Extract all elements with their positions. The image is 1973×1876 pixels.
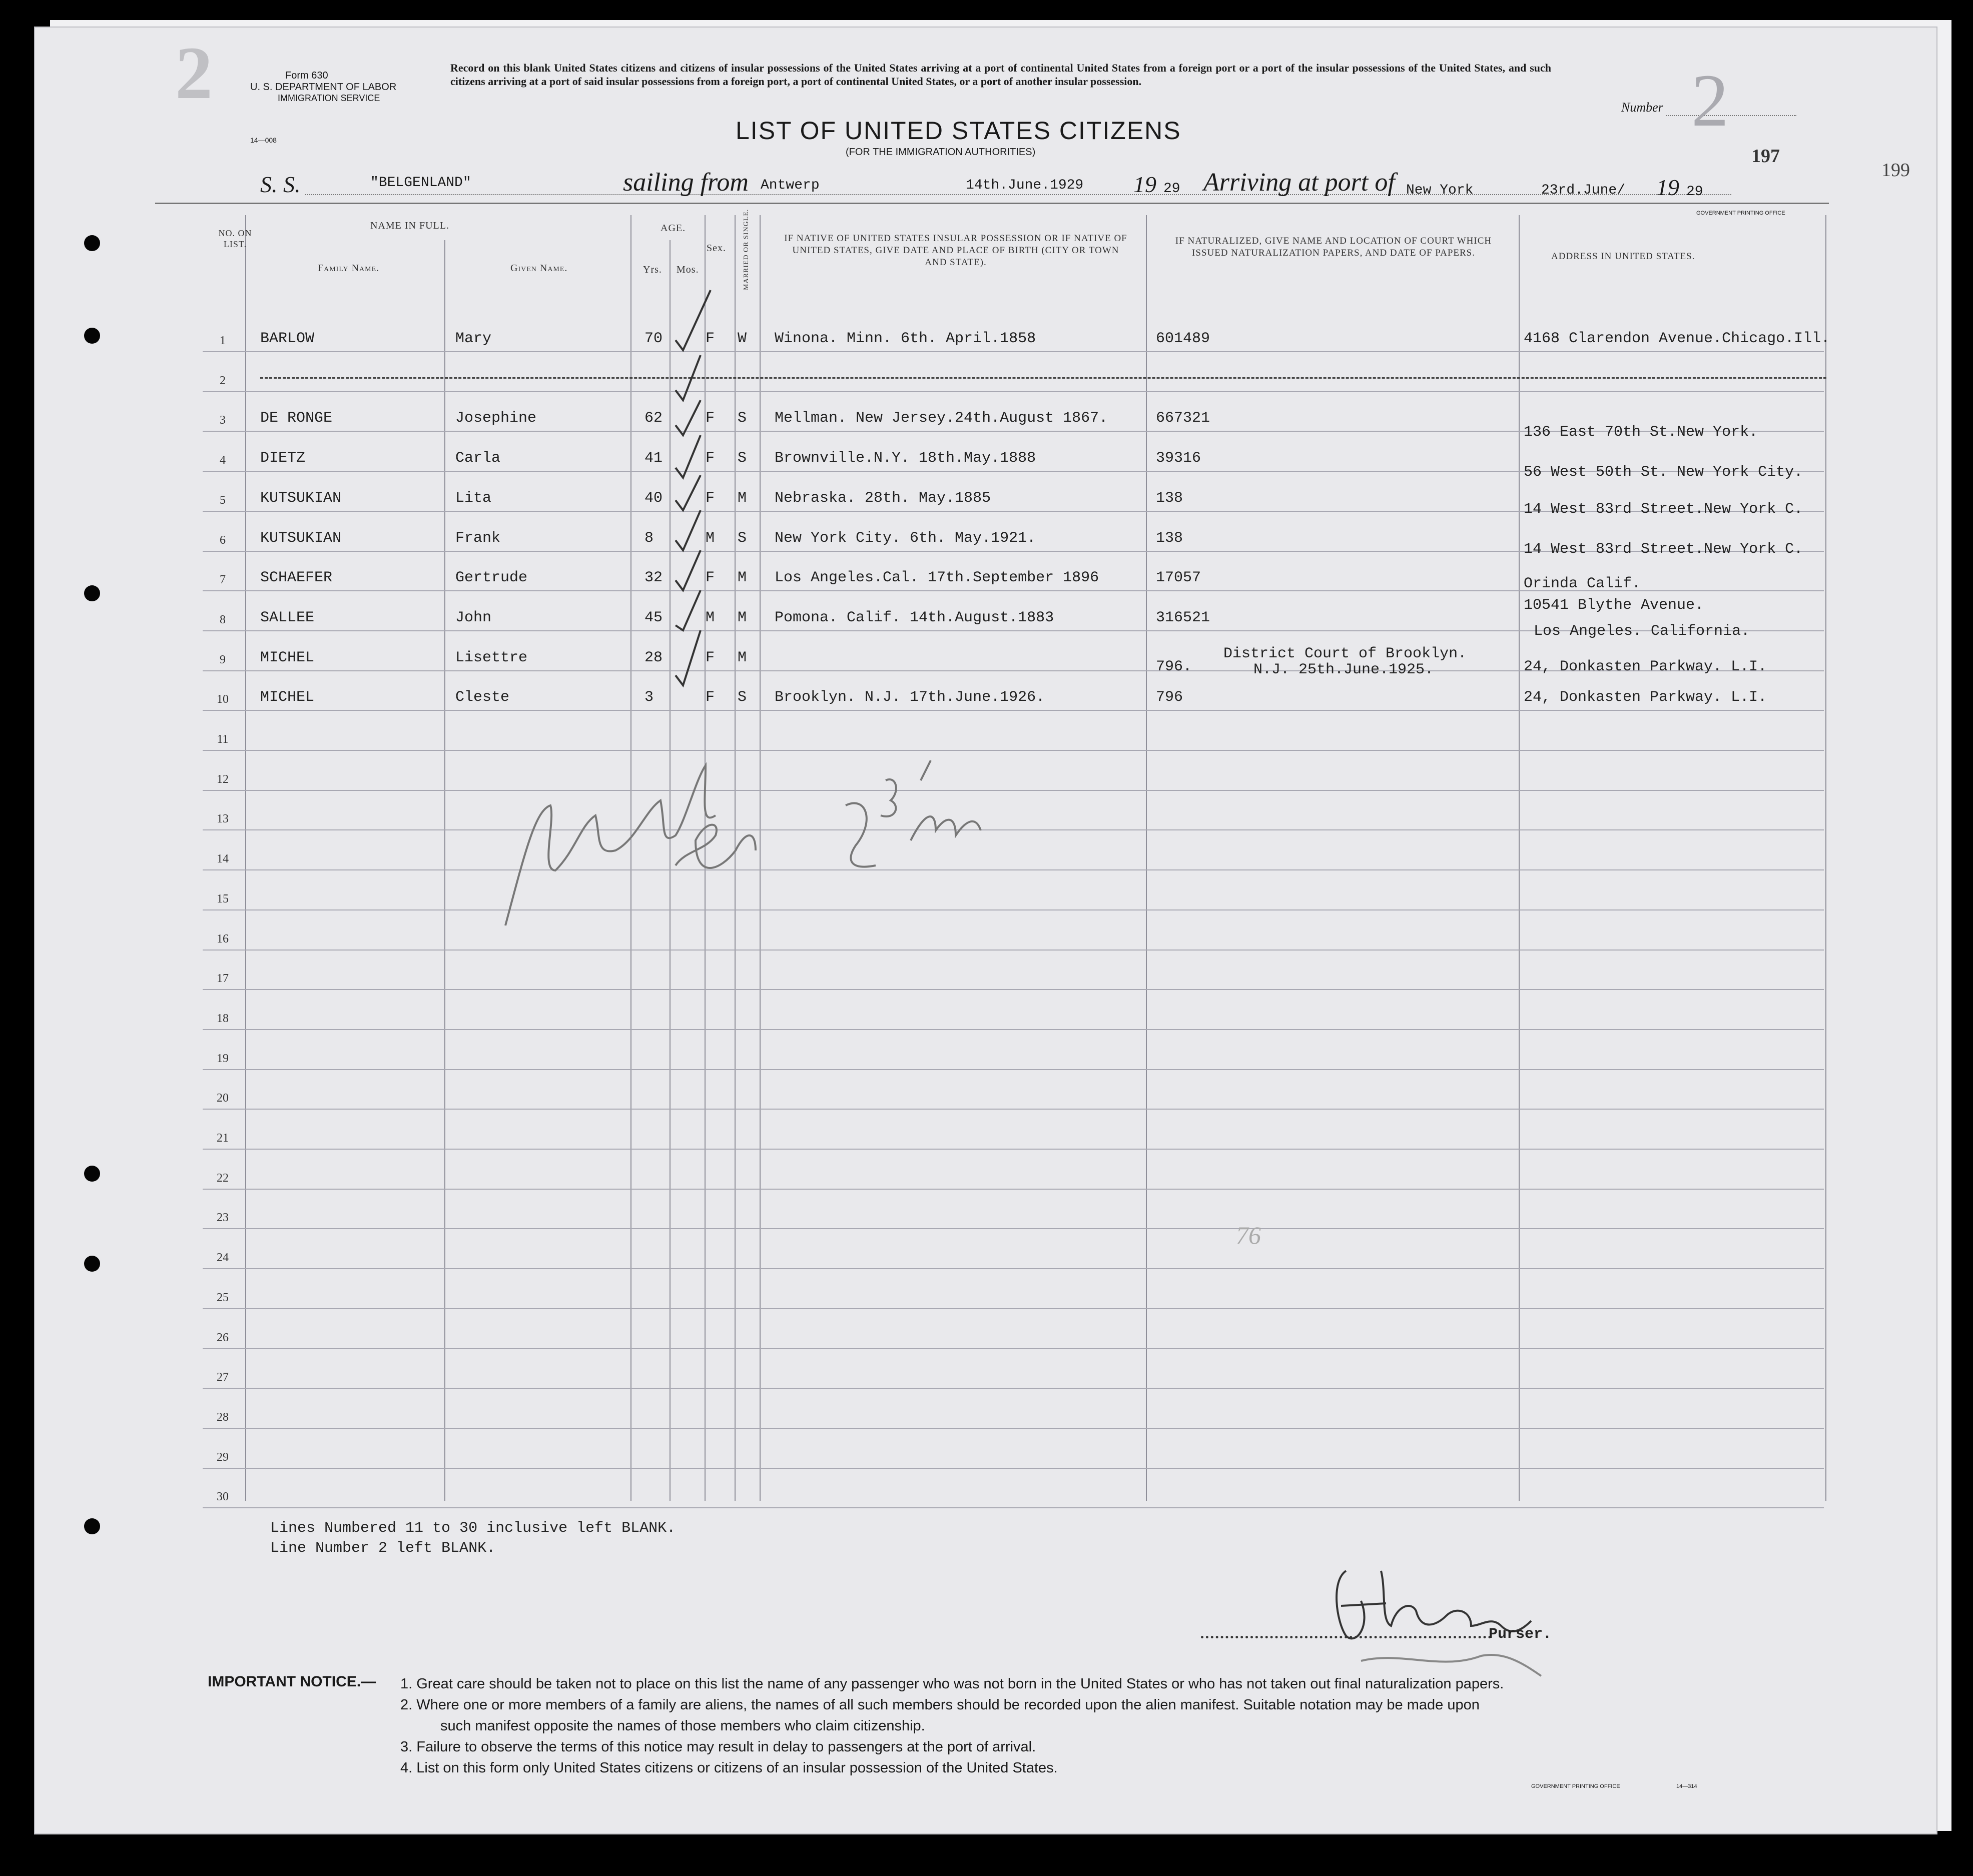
cell-given: John xyxy=(455,609,492,626)
cell-age: 8 xyxy=(644,529,654,547)
row-number: 22 xyxy=(217,1171,229,1185)
header-sex: Sex. xyxy=(707,243,726,254)
arrive-date: 23rd.June/ xyxy=(1541,183,1626,198)
row-2-dash-line xyxy=(260,377,1826,379)
row-number: 23 xyxy=(217,1211,229,1225)
cell-ms: M xyxy=(738,569,747,587)
printing-code-bottom: 14—314 xyxy=(1676,1783,1697,1789)
cell-addr: 4168 Clarendon Avenue.Chicago.Ill. xyxy=(1524,330,1830,347)
notice-item-2: 2. Where one or more members of a family are aliens, the names of all such members should be recorded upon the alien manifest. Suitable notation may be made upon xyxy=(400,1697,1480,1713)
cell-given: Josephine xyxy=(455,410,537,427)
year-prefix-2: 19 xyxy=(1656,175,1679,200)
cell-nat: 39316 xyxy=(1156,450,1201,467)
row-rule xyxy=(203,1149,1824,1150)
page-number-199: 199 xyxy=(1881,160,1910,181)
cell-nat: 601489 xyxy=(1156,330,1210,347)
cell-ms: M xyxy=(738,649,747,666)
row-number: 6 xyxy=(220,533,226,547)
row-rule xyxy=(203,391,1824,392)
number-label: Number xyxy=(1621,100,1663,115)
cell-nat: 17057 xyxy=(1156,569,1201,587)
cell-addr: 14 West 83rd Street.New York C. xyxy=(1524,500,1803,518)
cell-age: 40 xyxy=(644,489,663,507)
cell-given: Mary xyxy=(455,330,492,347)
header-naturalized: IF NATURALIZED, GIVE NAME AND LOCATION OF COURT WHICH ISSUED NATURALIZATION PAPERS, AND DATE OF PAPERS. xyxy=(1175,236,1492,258)
cell-birth: Los Angeles.Cal. 17th.September 1896 xyxy=(775,569,1099,587)
cell-sex: M xyxy=(706,609,715,626)
cell-ms: S xyxy=(738,689,747,706)
cell-nat: 138 xyxy=(1156,489,1183,507)
row-number: 21 xyxy=(217,1132,229,1145)
cell-sex: F xyxy=(706,649,715,666)
row-number: 27 xyxy=(217,1371,229,1384)
cell-family: SCHAEFER xyxy=(260,569,333,587)
row-rule xyxy=(203,1069,1824,1070)
header-age: AGE. xyxy=(661,223,686,234)
row-rule xyxy=(203,1029,1824,1030)
cell-age: 32 xyxy=(644,569,663,587)
row-number: 3 xyxy=(220,414,226,427)
header-birth: IF NATIVE OF UNITED STATES INSULAR POSSESSION OR IF NATIVE OF UNITED STATES, GIVE DATE AND PLACE OF BIRTH (CITY OR TOWN AND STATE). xyxy=(784,233,1127,268)
row-number: 24 xyxy=(217,1251,229,1265)
printing-office-bottom: GOVERNMENT PRINTING OFFICE xyxy=(1531,1783,1620,1789)
header-mos: Mos. xyxy=(677,264,699,275)
row-rule xyxy=(203,1268,1824,1269)
cell-addr: 24, Donkasten Parkway. L.I. xyxy=(1524,689,1767,706)
handwritten-inspector-note xyxy=(495,750,1046,951)
row-rule xyxy=(203,1109,1824,1110)
row-number: 17 xyxy=(217,972,229,986)
cell-addr: 56 West 50th St. New York City. xyxy=(1524,464,1803,481)
row-rule xyxy=(203,1388,1824,1389)
port-from: Antwerp xyxy=(761,178,820,193)
port-to: New York xyxy=(1406,183,1474,198)
row-number: 29 xyxy=(217,1450,229,1464)
form-instructions: Record on this blank United States citizens and citizens of insular possessions of the United States arriving at a port of continental United States from a foreign port or a port of the insular possessions of the United States, and such citizens arriving at a port of said insular possessions from a foreign port, a port of continental United States, or a port of another insular possession. xyxy=(450,62,1551,88)
sail-date: 14th.June.1929 xyxy=(966,178,1084,193)
row-number: 9 xyxy=(220,653,226,666)
cell-ms: S xyxy=(738,529,747,547)
row-rule xyxy=(203,1189,1824,1190)
cell-sex: F xyxy=(706,489,715,507)
cell-given: Carla xyxy=(455,450,501,467)
service: IMMIGRATION SERVICE xyxy=(278,93,380,103)
row-number: 1 xyxy=(220,334,226,347)
cell-age: 28 xyxy=(644,649,663,666)
cell-sex: F xyxy=(706,689,715,706)
cell-addr: 24, Donkasten Parkway. L.I. xyxy=(1524,658,1767,675)
row-rule xyxy=(203,1228,1824,1229)
cell-given: Cleste xyxy=(455,689,510,706)
row-number: 15 xyxy=(217,892,229,905)
row-number: 4 xyxy=(220,454,226,467)
row-number: 18 xyxy=(217,1012,229,1025)
year-suffix-1: 29 xyxy=(1163,181,1180,197)
cell-ms: S xyxy=(738,410,747,427)
table-top-rule xyxy=(155,203,1829,204)
row-number: 11 xyxy=(217,733,229,746)
row-rule xyxy=(203,1308,1824,1309)
row-number: 19 xyxy=(217,1052,229,1065)
page-title: LIST OF UNITED STATES CITIZENS xyxy=(736,117,1181,145)
cell-age: 41 xyxy=(644,450,663,467)
row-number: 10 xyxy=(217,693,229,706)
cell-family: MICHEL xyxy=(260,649,315,666)
number-underline xyxy=(1666,115,1796,116)
cell-addr: 136 East 70th St.New York. xyxy=(1524,424,1758,441)
row-rule xyxy=(203,1348,1824,1349)
court-row9-line1: District Court of Brooklyn. xyxy=(1223,645,1467,662)
year-prefix-1: 19 xyxy=(1133,172,1156,197)
pencil-mark: 76 xyxy=(1236,1221,1261,1249)
notice-heading: IMPORTANT NOTICE.— xyxy=(208,1673,376,1690)
cell-given: Gertrude xyxy=(455,569,528,587)
blank-lines-note: Lines Numbered 11 to 30 inclusive left BLANK. xyxy=(270,1520,676,1537)
cell-family: DE RONGE xyxy=(260,410,333,427)
cell-addr: Orinda Calif. xyxy=(1524,575,1641,593)
cell-given: Frank xyxy=(455,529,501,547)
row-number: 7 xyxy=(220,573,226,587)
department: U. S. DEPARTMENT OF LABOR xyxy=(250,82,397,93)
row-rule xyxy=(203,710,1824,711)
row-number: 28 xyxy=(217,1410,229,1424)
year-suffix-2: 29 xyxy=(1686,184,1703,200)
notice-item-3: 3. Failure to observe the terms of this notice may result in delay to passengers at the port of arrival. xyxy=(400,1739,1036,1755)
cell-sex: F xyxy=(706,450,715,467)
cell-family: BARLOW xyxy=(260,330,315,347)
sailing-label: sailing from xyxy=(623,168,749,197)
cell-birth: Pomona. Calif. 14th.August.1883 xyxy=(775,609,1054,626)
ss-label: S. S. xyxy=(260,172,301,197)
cell-given: Lisettre xyxy=(455,649,528,666)
cell-sex: F xyxy=(706,410,715,427)
cell-sex: F xyxy=(706,330,715,347)
punch-hole xyxy=(84,235,100,251)
row-rule xyxy=(203,1428,1824,1429)
page-subtitle: (FOR THE IMMIGRATION AUTHORITIES) xyxy=(846,147,1036,158)
row-number: 14 xyxy=(217,852,229,866)
purser-dotted-line xyxy=(1201,1636,1491,1638)
line2-blank-note: Line Number 2 left BLANK. xyxy=(270,1540,496,1557)
header-address: ADDRESS IN UNITED STATES. xyxy=(1551,251,1695,262)
row-rule xyxy=(203,351,1824,352)
header-name-in-full: NAME IN FULL. xyxy=(370,220,449,231)
cell-ms: M xyxy=(738,609,747,626)
cell-family: MICHEL xyxy=(260,689,315,706)
voyage-underline xyxy=(305,194,1731,195)
cell-nat: 667321 xyxy=(1156,410,1210,427)
punch-hole xyxy=(84,328,100,344)
cell-birth: Brownville.N.Y. 18th.May.1888 xyxy=(775,450,1036,467)
cell-addr: 10541 Blythe Avenue. xyxy=(1524,596,1704,614)
cell-family: KUTSUKIAN xyxy=(260,489,342,507)
cell-given: Lita xyxy=(455,489,492,507)
row-number: 2 xyxy=(220,374,226,387)
cell-birth: New York City. 6th. May.1921. xyxy=(775,529,1036,547)
cell-ms: W xyxy=(738,330,747,347)
punch-hole xyxy=(84,585,100,601)
punch-hole xyxy=(84,1166,100,1182)
punch-hole xyxy=(84,1256,100,1272)
cell-nat: 316521 xyxy=(1156,609,1210,626)
cell-ms: S xyxy=(738,450,747,467)
row-number: 5 xyxy=(220,493,226,507)
header-married-single: MARRIED OR SINGLE. xyxy=(743,209,750,290)
col-divider xyxy=(1825,215,1826,1501)
cell-birth: Nebraska. 28th. May.1885 xyxy=(775,489,991,507)
punch-hole xyxy=(84,1518,100,1534)
notice-item-2b: such manifest opposite the names of those members who claim citizenship. xyxy=(440,1718,925,1734)
row-number: 25 xyxy=(217,1291,229,1304)
form-code: 14—008 xyxy=(250,136,277,144)
arriving-label: Arriving at port of xyxy=(1203,168,1395,197)
cell-addr: 14 West 83rd Street.New York C. xyxy=(1524,540,1803,558)
address-row8-line2: Los Angeles. California. xyxy=(1534,623,1750,640)
header-family-name: Family Name. xyxy=(318,263,380,274)
header-yrs: Yrs. xyxy=(643,264,662,275)
row-number: 20 xyxy=(217,1092,229,1105)
ship-name: "BELGENLAND" xyxy=(370,175,471,191)
row-number: 30 xyxy=(217,1490,229,1504)
cell-sex: M xyxy=(706,529,715,547)
header-given-name: Given Name. xyxy=(510,263,568,274)
row-rule xyxy=(203,1507,1824,1508)
notice-item-4: 4. List on this form only United States citizens or citizens of an insular possession of the United States. xyxy=(400,1760,1058,1776)
row-number: 26 xyxy=(217,1331,229,1344)
cell-age: 70 xyxy=(644,330,663,347)
cell-nat: 796 xyxy=(1156,689,1183,706)
header-no: NO. ON LIST. xyxy=(218,228,252,249)
cell-birth: Mellman. New Jersey.24th.August 1867. xyxy=(775,410,1108,427)
form-number: Form 630 xyxy=(285,70,328,81)
purser-label: Purser. xyxy=(1489,1626,1552,1643)
cell-sex: F xyxy=(706,569,715,587)
cell-age: 45 xyxy=(644,609,663,626)
cell-birth: Brooklyn. N.J. 17th.June.1926. xyxy=(775,689,1045,706)
printing-office-top: GOVERNMENT PRINTING OFFICE xyxy=(1696,210,1785,216)
handwritten-checkmarks xyxy=(666,280,766,730)
cell-ms: M xyxy=(738,489,747,507)
row-number: 12 xyxy=(217,772,229,786)
sheet-stamp-number: 2 xyxy=(175,32,213,115)
cell-nat: 796. xyxy=(1156,658,1192,675)
cell-birth: Winona. Minn. 6th. April.1858 xyxy=(775,330,1036,347)
number-value: 2 xyxy=(1691,59,1729,142)
cell-family: DIETZ xyxy=(260,450,306,467)
court-row9-line2: N.J. 25th.June.1925. xyxy=(1253,661,1434,678)
row-rule xyxy=(203,1468,1824,1469)
cell-family: KUTSUKIAN xyxy=(260,529,342,547)
row-number: 13 xyxy=(217,812,229,826)
row-number: 16 xyxy=(217,932,229,946)
page-number-197: 197 xyxy=(1751,146,1780,167)
cell-age: 62 xyxy=(644,410,663,427)
row-rule xyxy=(203,989,1824,990)
cell-nat: 138 xyxy=(1156,529,1183,547)
row-number: 8 xyxy=(220,613,226,626)
notice-item-1: 1. Great care should be taken not to place on this list the name of any passenger who was not born in the United States or who has not taken out final naturalization papers. xyxy=(400,1676,1504,1692)
cell-age: 3 xyxy=(644,689,654,706)
cell-family: SALLEE xyxy=(260,609,315,626)
